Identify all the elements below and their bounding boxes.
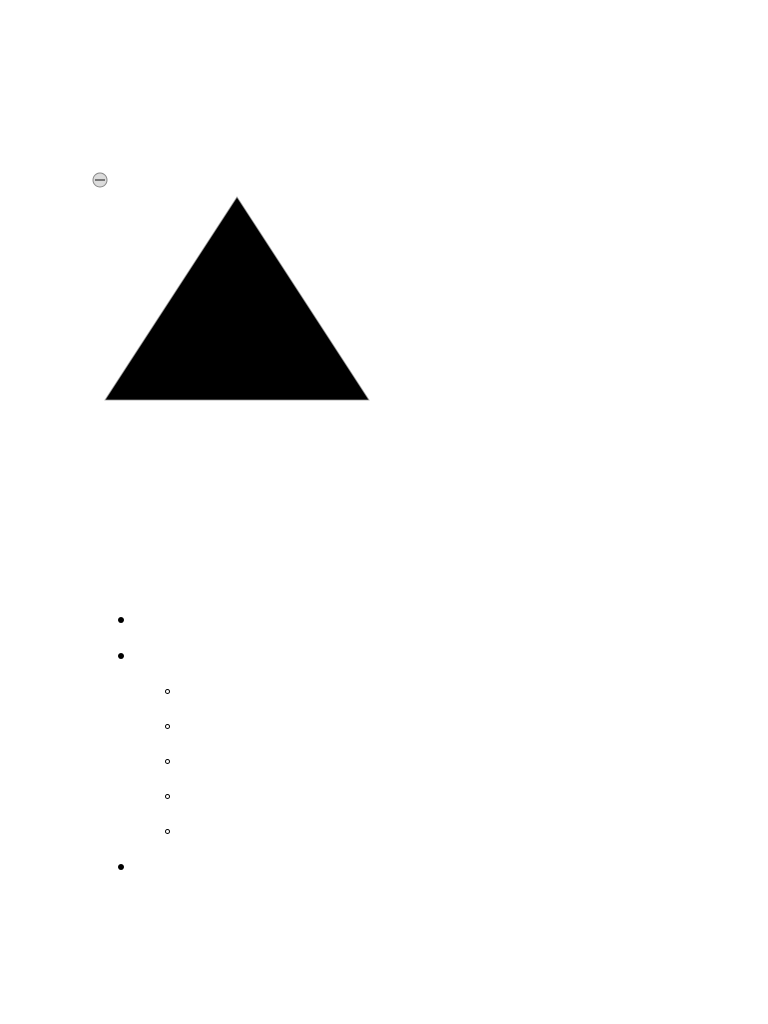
bullet-icon bbox=[118, 864, 124, 870]
bullet-icon bbox=[118, 617, 124, 623]
maslow-pyramid-figure bbox=[100, 192, 375, 454]
circle-bullet-icon bbox=[165, 794, 170, 799]
unreviewed-icon bbox=[92, 172, 108, 188]
circle-bullet-icon bbox=[165, 724, 170, 729]
circle-bullet-icon bbox=[165, 829, 170, 834]
pyramid-layer-5 bbox=[100, 369, 375, 400]
pyramid-layer-4 bbox=[100, 337, 375, 369]
pyramid-layer-3 bbox=[100, 306, 375, 337]
circle-bullet-icon bbox=[165, 689, 170, 694]
pyramid-layer-1 bbox=[100, 192, 375, 273]
bullet-icon bbox=[118, 653, 124, 659]
maslow-pyramid bbox=[100, 192, 375, 412]
pyramid-layer-2 bbox=[100, 273, 375, 306]
circle-bullet-icon bbox=[165, 759, 170, 764]
